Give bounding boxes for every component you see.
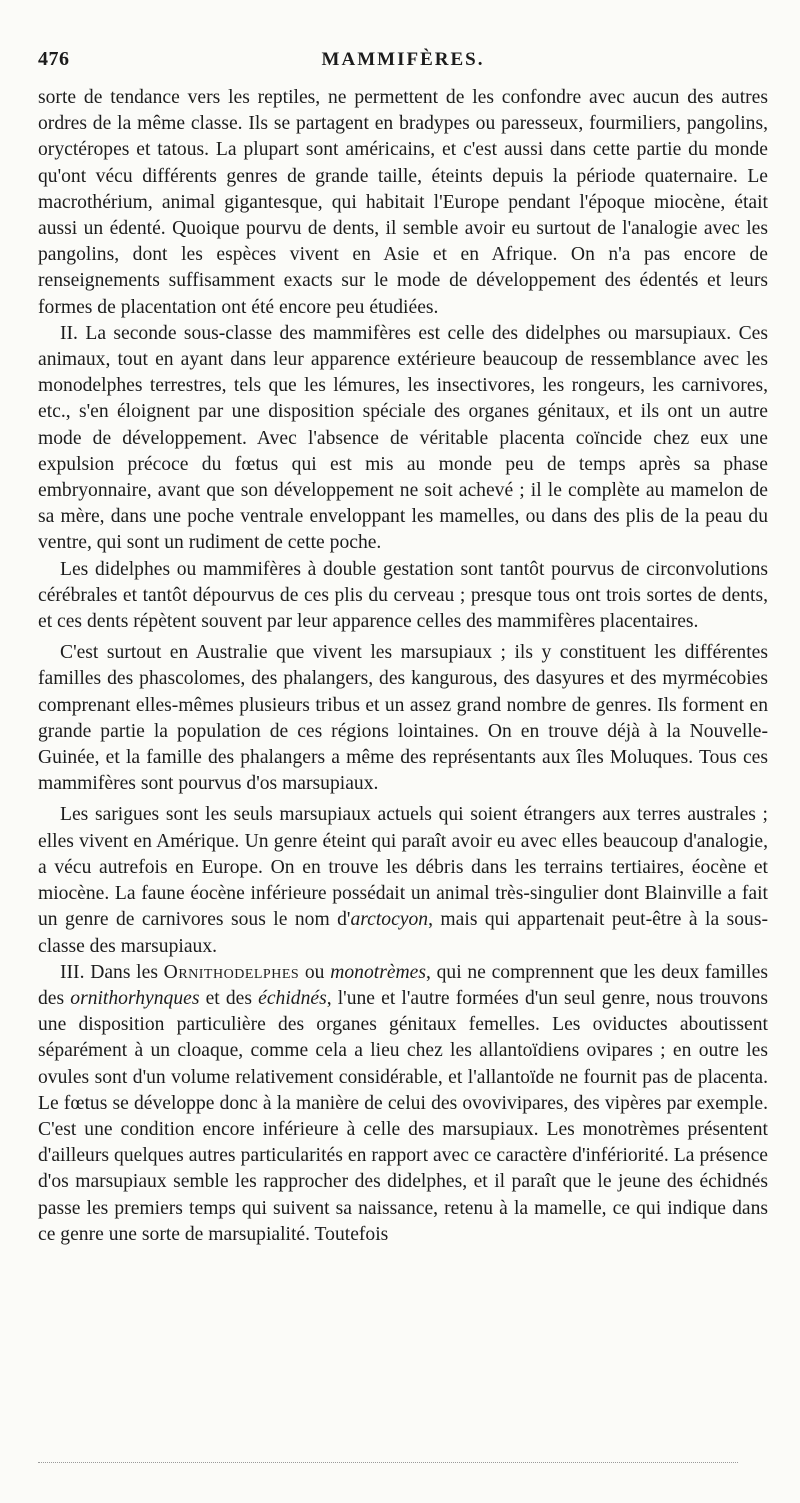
page-number: 476 xyxy=(38,48,70,70)
running-title: MAMMIFÈRES. xyxy=(321,49,485,70)
body-text xyxy=(38,85,768,1248)
paragraph-monotremes-t1: ou xyxy=(299,961,331,983)
footer-divider xyxy=(38,1462,738,1463)
paragraph-didelphes: II. La seconde sous-classe des mammifères est celle des didelphes ou marsupiaux. Ces animaux, tout en ayant dans leur apparence extérieure beaucoup de ressemblance avec les monodelphes terrestres, tels que les lémures, les insectivores, les rongeurs, les carnivores, etc., s'en éloignent par une disposition spéciale des organes génitaux, et ils ont un autre mode de développement. Avec l'absence de véritable placenta coïncide chez eux une expulsion précoce du fœtus qui est mis au monde peu de temps après sa phase embryonnaire, avant que son développement ne soit achevé ; il le complète au mamelon de sa mère, dans une poche ventrale enveloppant les mamelles, ou dans des plis de la peau du ventre, qui sont un rudiment de cette poche. xyxy=(38,322,768,554)
paragraph-monotremes xyxy=(38,960,768,1248)
paragraph-gestation: Les didelphes ou mammifères à double gestation sont tantôt pourvus de circonvolutions cérébrales et tantôt dépourvus de ces plis du cerveau ; presque tous ont trois sortes de dents, et ces dents répètent souvent par leur apparence celles des mammifères placentaires. xyxy=(38,558,768,633)
term-ornithodelphes: Ornithodelphes xyxy=(163,961,300,983)
term-monotremes: monotrèmes xyxy=(330,961,426,983)
paragraph-monotremes-t2: , qui ne comprennent que les deux familles des xyxy=(38,961,769,1009)
term-ornithorhynques: ornithorhynques xyxy=(70,987,200,1009)
paragraph-monotremes-t3: et des xyxy=(199,987,259,1009)
page-header xyxy=(38,48,768,78)
paragraph-edentes: sorte de tendance vers les reptiles, ne permettent de les confondre avec aucun des autres ordres de la même classe. Ils se partagent en bradypes ou paresseux, fourmiliers, pangolins, oryctéropes et tatous. La plupart sont américains, et c'est aussi dans cette partie du monde qu'ont vécu différents genres de grande taille, éteints depuis la période quaternaire. Le macrothérium, animal gigantesque, qui habitait l'Europe pendant l'époque miocène, était aussi un édenté. Quoique pourvu de dents, il semble avoir eu surtout de l'analogie avec les pangolins, dont les espèces vivent en Asie et en Afrique. On n'a pas encore de renseignements suffisamment exacts sur le mode de développement des édentés et leurs formes de placentation ont été encore peu étudiées. xyxy=(38,87,768,318)
paragraph-monotremes-t4: , l'une et l'autre formées d'un seul genre, nous trouvons une disposition particulière des organes génitaux femelles. Les oviductes aboutissent séparément à un cloaque, comme cela a lieu chez les allantoïdiens ovipares ; en outre les ovules sont d'un volume relativement considérable, et l'allantoïde ne fournit pas de placenta. Le fœtus se développe donc à la manière de celui des ovovivipares, des vipères par exemple. C'est une condition encore inférieure à celle des marsupiaux. Les monotrèmes présentent d'ailleurs quelques autres particularités en rapport avec ce caractère d'infériorité. La présence d'os marsupiaux semble les rapprocher des didelphes, et il paraît que le jeune des échidnés passe les premiers temps qui suivent sa naissance, retenu à la mamelle, ce qui indique dans ce genre une sorte de marsupialité. Toutefois xyxy=(38,987,768,1245)
term-echidnes: échidnés xyxy=(258,987,327,1009)
paragraph-sarigues-text: Les sarigues sont les seuls marsupiaux actuels qui soient étrangers aux terres australes ; elles vivent en Amérique. Un genre éteint qui paraît avoir eu avec elles beaucoup d'analogie, a vécu autrefois en Europe. On en trouve les débris dans les terrains tertiaires, éocène et miocène. La faune éocène inférieure possédait un animal très-singulier dont Blainville a fait un genre de carnivores sous le nom d' xyxy=(38,804,768,931)
paragraph-sarigues-tail: , mais qui appartenait peut-être à la sous-classe des marsupiaux. xyxy=(38,909,769,957)
term-arctocyon: arctocyon xyxy=(350,909,429,931)
paragraph-sarigues xyxy=(38,802,768,959)
paragraph-monotremes-lead: III. Dans les xyxy=(60,961,164,983)
paragraph-australie: C'est surtout en Australie que vivent les marsupiaux ; ils y constituent les différentes familles des phascolomes, des phalangers, des kangurous, des dasyures et des myrmécobies comprenant elles-mêmes plusieurs tribus et un assez grand nombre de genres. Ils forment en grande partie la population de ces régions lointaines. On en trouve déjà à la Nouvelle-Guinée, et la famille des phalangers a même des représentants aux îles Moluques. Tous ces mammifères sont pourvus d'os marsupiaux. xyxy=(38,642,768,795)
